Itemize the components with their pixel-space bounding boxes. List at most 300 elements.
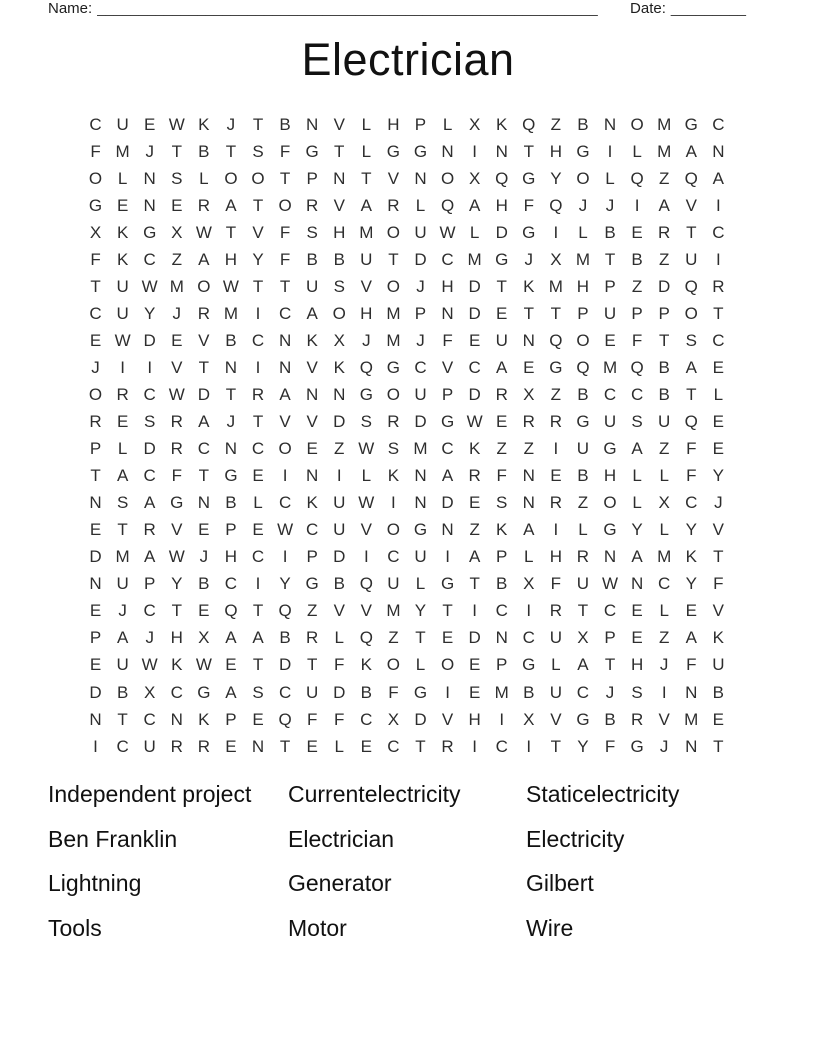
grid-cell-r22-c7: S	[252, 682, 264, 702]
grid-cell-r19-c11: V	[360, 601, 372, 621]
grid-cell-r24-c13: T	[415, 736, 426, 756]
grid-cell-r9-c4: E	[171, 330, 183, 350]
grid-cell-r1-c23: G	[684, 114, 698, 134]
grid-cell-r11-c17: X	[523, 384, 535, 404]
grid-cell-r19-c18: R	[549, 601, 562, 621]
grid-cell-r11-c1: O	[88, 384, 103, 404]
grid-cell-r5-c19: L	[578, 222, 588, 242]
grid-cell-r11-c23: T	[686, 384, 697, 404]
grid-cell-r9-c23: S	[685, 330, 697, 350]
grid-cell-r9-c18: Q	[549, 330, 563, 350]
grid-cell-r15-c19: Z	[577, 493, 589, 513]
grid-cell-r24-c11: E	[360, 736, 372, 756]
grid-cell-r24-c5: R	[197, 736, 210, 756]
grid-cell-r17-c9: P	[306, 547, 318, 567]
grid-cell-r20-c14: E	[441, 628, 454, 648]
grid-cell-r13-c1: P	[89, 439, 102, 459]
grid-cell-r4-c2: E	[116, 195, 129, 215]
grid-cell-r1-c5: K	[198, 114, 210, 134]
grid-cell-r6-c15: M	[467, 249, 482, 269]
grid-cell-r24-c8: T	[279, 736, 291, 756]
grid-cell-r4-c22: A	[658, 195, 670, 215]
grid-cell-r24-c20: F	[604, 736, 616, 756]
grid-cell-r22-c12: F	[388, 682, 399, 702]
grid-cell-r16-c2: T	[117, 520, 128, 540]
grid-cell-r13-c5: C	[197, 439, 210, 459]
grid-cell-r5-c2: K	[116, 222, 129, 242]
grid-cell-r7-c17: K	[523, 276, 535, 296]
grid-cell-r11-c6: T	[225, 384, 237, 404]
grid-cell-r21-c6: E	[225, 655, 237, 675]
grid-cell-r15-c4: G	[170, 493, 184, 513]
grid-cell-r15-c11: W	[358, 493, 375, 513]
grid-cell-r20-c9: R	[306, 628, 319, 648]
grid-cell-r13-c20: G	[603, 439, 617, 459]
grid-cell-r19-c19: T	[577, 601, 589, 621]
grid-cell-r15-c24: J	[714, 493, 723, 513]
grid-cell-r10-c6: N	[224, 357, 238, 377]
grid-cell-r22-c13: G	[413, 682, 428, 702]
grid-cell-r18-c2: U	[116, 574, 129, 594]
grid-cell-r12-c13: D	[414, 412, 427, 432]
grid-cell-r1-c11: L	[361, 114, 372, 134]
grid-cell-r14-c7: E	[252, 466, 264, 486]
grid-cell-r8-c9: A	[306, 303, 318, 323]
grid-cell-r19-c1: E	[89, 601, 102, 621]
grid-cell-r5-c23: T	[686, 222, 697, 242]
grid-cell-r17-c7: C	[251, 547, 265, 567]
grid-cell-r7-c3: W	[141, 276, 158, 296]
grid-cell-r5-c20: B	[604, 222, 616, 242]
grid-cell-r14-c12: K	[387, 466, 400, 486]
grid-cell-r19-c4: T	[171, 601, 182, 621]
grid-cell-r11-c24: L	[713, 384, 724, 404]
grid-cell-r14-c17: N	[522, 466, 535, 486]
grid-cell-r10-c8: N	[278, 357, 292, 377]
grid-cell-r21-c9: T	[306, 655, 318, 675]
grid-cell-r17-c19: R	[576, 547, 590, 567]
grid-cell-r16-c19: L	[578, 520, 588, 540]
grid-cell-r23-c1: N	[89, 709, 102, 729]
grid-cell-r20-c24: K	[712, 628, 724, 648]
grid-cell-r4-c7: T	[252, 195, 264, 215]
grid-cell-r11-c18: Z	[550, 384, 562, 404]
grid-cell-r15-c13: N	[414, 493, 427, 513]
grid-cell-r20-c16: N	[495, 628, 508, 648]
grid-cell-r1-c16: K	[496, 114, 508, 134]
grid-cell-r15-c21: L	[632, 493, 642, 513]
grid-cell-r17-c21: A	[631, 547, 643, 567]
grid-cell-r7-c8: T	[279, 276, 291, 296]
grid-cell-r8-c18: T	[550, 303, 562, 323]
grid-cell-r22-c1: D	[89, 682, 102, 702]
grid-cell-r12-c11: S	[360, 412, 372, 432]
grid-cell-r17-c14: I	[445, 547, 450, 567]
name-blank-line[interactable]: ____________________________________________________________	[97, 0, 598, 17]
grid-cell-r12-c4: R	[170, 412, 183, 432]
grid-cell-r18-c4: Y	[171, 574, 183, 594]
grid-cell-r5-c22: R	[658, 222, 671, 242]
grid-cell-r16-c6: P	[225, 520, 237, 540]
grid-cell-r24-c22: J	[659, 736, 669, 756]
grid-cell-r4-c9: R	[306, 195, 319, 215]
grid-cell-r19-c5: E	[198, 601, 210, 621]
grid-cell-r12-c6: J	[226, 412, 236, 432]
grid-cell-r15-c22: X	[658, 493, 670, 513]
grid-cell-r1-c12: H	[387, 114, 400, 134]
grid-cell-r2-c3: J	[145, 141, 154, 161]
word-item-generator: Generator	[288, 870, 392, 897]
grid-cell-r9-c17: N	[522, 330, 535, 350]
grid-cell-r11-c20: C	[603, 384, 617, 404]
grid-cell-r19-c16: C	[495, 601, 508, 621]
grid-cell-r22-c4: C	[170, 682, 183, 702]
grid-cell-r2-c17: T	[523, 141, 534, 161]
grid-cell-r1-c22: M	[657, 114, 672, 134]
grid-cell-r16-c1: E	[89, 520, 102, 540]
grid-cell-r18-c23: Y	[685, 574, 697, 594]
grid-cell-r19-c20: C	[603, 601, 617, 621]
grid-cell-r17-c16: P	[496, 547, 508, 567]
grid-cell-r4-c13: L	[415, 195, 426, 215]
grid-cell-r20-c7: A	[252, 628, 264, 648]
grid-cell-r17-c22: M	[657, 547, 672, 567]
grid-cell-r3-c24: A	[712, 168, 724, 188]
grid-cell-r5-c4: X	[171, 222, 183, 242]
grid-cell-r5-c24: C	[712, 222, 725, 242]
grid-cell-r3-c19: O	[576, 168, 590, 188]
grid-cell-r13-c15: K	[468, 439, 481, 459]
grid-cell-r12-c24: E	[712, 412, 724, 432]
grid-cell-r3-c13: N	[414, 168, 427, 188]
grid-cell-r12-c7: T	[252, 412, 264, 432]
grid-cell-r2-c10: T	[334, 141, 345, 161]
grid-cell-r22-c11: B	[360, 682, 372, 702]
grid-cell-r2-c1: F	[90, 141, 101, 161]
grid-cell-r22-c24: B	[712, 682, 724, 702]
grid-cell-r15-c6: B	[225, 493, 237, 513]
grid-cell-r5-c5: W	[195, 222, 212, 242]
grid-cell-r14-c18: E	[550, 466, 562, 486]
grid-cell-r5-c21: E	[631, 222, 643, 242]
grid-cell-r4-c17: F	[523, 195, 534, 215]
grid-cell-r21-c13: L	[415, 655, 426, 675]
grid-cell-r17-c5: J	[199, 547, 209, 567]
grid-cell-r18-c20: W	[602, 574, 619, 594]
grid-cell-r24-c12: C	[387, 736, 400, 756]
grid-cell-r14-c16: F	[496, 466, 507, 486]
grid-cell-r2-c2: M	[115, 141, 130, 161]
grid-cell-r24-c10: L	[334, 736, 344, 756]
grid-cell-r18-c11: Q	[359, 574, 373, 594]
grid-cell-r8-c10: O	[332, 303, 346, 323]
grid-cell-r6-c22: Z	[658, 249, 670, 269]
grid-cell-r20-c22: Z	[658, 628, 670, 648]
grid-cell-r24-c4: R	[170, 736, 183, 756]
grid-cell-r6-c9: B	[306, 249, 318, 269]
grid-cell-r7-c21: Z	[631, 276, 643, 296]
grid-cell-r22-c15: E	[468, 682, 481, 702]
grid-cell-r10-c16: A	[496, 357, 508, 377]
grid-cell-r23-c23: M	[684, 709, 699, 729]
grid-cell-r14-c24: Y	[712, 466, 724, 486]
grid-cell-r18-c21: N	[630, 574, 644, 594]
grid-cell-r23-c3: C	[143, 709, 156, 729]
grid-cell-r22-c10: D	[333, 682, 346, 702]
grid-cell-r3-c16: Q	[495, 168, 509, 188]
grid-cell-r8-c16: E	[496, 303, 508, 323]
grid-cell-r17-c20: N	[603, 547, 617, 567]
grid-cell-r10-c14: V	[441, 357, 454, 377]
grid-cell-r11-c9: N	[306, 384, 319, 404]
grid-cell-r15-c1: N	[89, 493, 102, 513]
grid-cell-r19-c14: T	[442, 601, 453, 621]
grid-cell-r18-c14: G	[440, 574, 455, 594]
grid-cell-r4-c11: A	[360, 195, 372, 215]
grid-cell-r14-c6: G	[224, 466, 238, 486]
grid-cell-r6-c16: G	[495, 249, 509, 269]
grid-cell-r16-c14: N	[441, 520, 454, 540]
grid-cell-r13-c7: C	[251, 439, 265, 459]
grid-cell-r8-c11: H	[360, 303, 373, 323]
grid-cell-r5-c8: F	[279, 222, 291, 242]
grid-cell-r21-c18: L	[551, 655, 561, 675]
word-item-motor: Motor	[288, 915, 347, 942]
grid-cell-r14-c21: L	[632, 466, 642, 486]
grid-cell-r23-c5: K	[198, 709, 210, 729]
grid-cell-r22-c9: U	[306, 682, 319, 702]
grid-cell-r4-c16: H	[495, 195, 508, 215]
grid-cell-r14-c13: N	[414, 466, 427, 486]
grid-cell-r13-c6: N	[224, 439, 238, 459]
grid-cell-r21-c16: P	[496, 655, 508, 675]
grid-cell-r9-c13: J	[416, 330, 425, 350]
grid-cell-r24-c24: T	[713, 736, 724, 756]
grid-cell-r3-c11: T	[361, 168, 372, 188]
grid-cell-r20-c18: U	[549, 628, 562, 648]
grid-cell-r8-c3: Y	[144, 303, 156, 323]
grid-cell-r1-c24: C	[712, 114, 725, 134]
grid-cell-r13-c10: Z	[334, 439, 345, 459]
grid-cell-r23-c13: D	[414, 709, 427, 729]
grid-cell-r6-c1: F	[90, 249, 101, 269]
grid-cell-r19-c17: I	[526, 601, 532, 621]
grid-cell-r23-c8: Q	[278, 709, 292, 729]
grid-cell-r7-c10: S	[333, 276, 345, 296]
grid-cell-r2-c16: N	[495, 141, 508, 161]
grid-cell-r8-c15: D	[468, 303, 481, 323]
grid-cell-r23-c9: F	[306, 709, 318, 729]
grid-cell-r1-c15: X	[468, 114, 481, 134]
grid-cell-r16-c12: O	[386, 520, 401, 540]
grid-cell-r15-c3: A	[144, 493, 156, 513]
grid-cell-r12-c22: U	[658, 412, 671, 432]
grid-cell-r8-c2: U	[116, 303, 129, 323]
grid-cell-r21-c4: K	[171, 655, 183, 675]
grid-cell-r10-c12: G	[386, 357, 401, 377]
grid-cell-r10-c20: M	[602, 357, 618, 377]
grid-cell-r8-c23: O	[684, 303, 698, 323]
grid-cell-r16-c18: I	[553, 520, 559, 540]
grid-cell-r18-c24: F	[713, 574, 724, 594]
grid-cell-r12-c17: R	[522, 412, 535, 432]
grid-cell-r13-c12: S	[387, 439, 400, 459]
grid-cell-r14-c3: C	[143, 466, 156, 486]
grid-cell-r24-c2: C	[116, 736, 129, 756]
grid-cell-r17-c24: T	[713, 547, 724, 567]
grid-cell-r22-c3: X	[144, 682, 156, 702]
grid-cell-r3-c14: O	[440, 168, 455, 188]
grid-cell-r19-c15: I	[472, 601, 477, 621]
grid-cell-r20-c6: A	[225, 628, 237, 648]
grid-cell-r21-c12: O	[386, 655, 401, 675]
grid-cell-r10-c17: E	[523, 357, 535, 377]
grid-cell-r8-c13: P	[414, 303, 427, 323]
grid-cell-r16-c24: V	[712, 520, 724, 540]
grid-cell-r7-c24: R	[712, 276, 725, 296]
grid-cell-r11-c4: W	[168, 384, 185, 404]
grid-cell-r13-c17: Z	[523, 439, 534, 459]
grid-cell-r19-c23: E	[685, 601, 697, 621]
grid-cell-r14-c11: L	[361, 466, 372, 486]
grid-cell-r2-c22: M	[657, 141, 672, 161]
grid-cell-r13-c24: E	[712, 439, 724, 459]
grid-cell-r2-c15: I	[472, 141, 477, 161]
grid-cell-r18-c18: F	[550, 574, 562, 594]
grid-cell-r8-c21: P	[631, 303, 643, 323]
grid-cell-r20-c23: A	[685, 628, 697, 648]
grid-cell-r15-c23: C	[685, 493, 698, 513]
grid-cell-r2-c9: G	[305, 141, 319, 161]
grid-cell-r22-c23: N	[685, 682, 698, 702]
grid-cell-r13-c13: M	[413, 439, 428, 459]
grid-cell-r4-c14: Q	[440, 195, 455, 215]
grid-cell-r19-c13: Y	[414, 601, 427, 621]
grid-cell-r9-c1: E	[89, 330, 102, 350]
grid-cell-r19-c7: T	[252, 601, 264, 621]
grid-cell-r24-c23: N	[685, 736, 698, 756]
grid-cell-r2-c11: L	[361, 141, 372, 161]
grid-cell-r17-c8: I	[282, 547, 288, 567]
grid-cell-r19-c12: M	[386, 601, 401, 621]
grid-cell-r8-c8: C	[278, 303, 292, 323]
grid-cell-r22-c20: J	[605, 682, 615, 702]
grid-cell-r3-c17: G	[522, 168, 536, 188]
grid-cell-r14-c9: N	[306, 466, 319, 486]
grid-cell-r18-c10: B	[333, 574, 345, 594]
grid-cell-r1-c3: E	[144, 114, 156, 134]
grid-cell-r4-c3: N	[143, 195, 156, 215]
grid-cell-r6-c4: Z	[171, 249, 182, 269]
grid-cell-r12-c2: E	[116, 412, 129, 432]
grid-cell-r5-c7: V	[252, 222, 264, 242]
grid-cell-r23-c21: R	[630, 709, 644, 729]
grid-cell-r3-c18: Y	[550, 168, 562, 188]
grid-cell-r21-c22: J	[659, 655, 669, 675]
grid-cell-r7-c4: M	[169, 276, 184, 296]
grid-cell-r14-c19: B	[577, 466, 589, 486]
grid-cell-r23-c6: P	[225, 709, 237, 729]
grid-cell-r5-c6: T	[225, 222, 237, 242]
grid-cell-r24-c21: G	[630, 736, 644, 756]
grid-cell-r5-c10: H	[333, 222, 346, 242]
grid-cell-r18-c3: P	[144, 574, 156, 594]
grid-cell-r3-c22: Z	[658, 168, 670, 188]
word-item-electricity: Electricity	[526, 825, 625, 852]
grid-cell-r4-c6: A	[225, 195, 237, 215]
grid-cell-r9-c24: C	[712, 330, 725, 350]
grid-cell-r6-c3: C	[143, 249, 156, 269]
grid-cell-r3-c15: X	[468, 168, 481, 188]
grid-cell-r13-c11: W	[358, 439, 375, 459]
grid-cell-r9-c11: J	[362, 330, 371, 350]
grid-cell-r22-c16: M	[494, 682, 509, 702]
grid-cell-r6-c20: T	[604, 249, 616, 269]
grid-cell-r6-c21: B	[631, 249, 643, 269]
grid-cell-r15-c17: N	[522, 493, 535, 513]
grid-cell-r24-c19: Y	[577, 736, 589, 756]
grid-cell-r6-c14: C	[441, 249, 454, 269]
grid-cell-r7-c16: T	[496, 276, 507, 296]
grid-cell-r21-c3: W	[141, 655, 158, 675]
header-row	[48, 0, 746, 17]
word-item-ben-franklin: Ben Franklin	[48, 825, 178, 852]
grid-cell-r2-c23: A	[685, 141, 697, 161]
grid-cell-r21-c5: W	[195, 655, 212, 675]
grid-cell-r10-c4: V	[171, 357, 183, 377]
grid-cell-r17-c18: H	[549, 547, 562, 567]
grid-cell-r10-c19: Q	[576, 357, 590, 377]
grid-cell-r11-c8: A	[279, 384, 291, 404]
grid-cell-r10-c13: C	[414, 357, 427, 377]
grid-cell-r21-c21: H	[630, 655, 644, 675]
grid-cell-r11-c7: R	[251, 384, 265, 404]
grid-cell-r2-c4: T	[171, 141, 182, 161]
grid-cell-r8-c7: I	[255, 303, 261, 323]
grid-cell-r19-c10: V	[333, 601, 345, 621]
grid-cell-r23-c4: N	[170, 709, 183, 729]
grid-cell-r19-c24: V	[712, 601, 724, 621]
grid-cell-r14-c5: T	[198, 466, 210, 486]
date-blank-line[interactable]: _________	[670, 0, 746, 17]
grid-cell-r15-c9: K	[306, 493, 318, 513]
grid-cell-r2-c6: T	[225, 141, 237, 161]
grid-cell-r18-c5: B	[198, 574, 210, 594]
grid-cell-r23-c10: F	[334, 709, 345, 729]
grid-cell-r20-c11: Q	[359, 628, 373, 648]
grid-cell-r24-c7: N	[251, 736, 265, 756]
grid-cell-r4-c1: G	[88, 195, 103, 215]
grid-cell-r10-c5: T	[198, 357, 210, 377]
grid-cell-r15-c8: C	[278, 493, 292, 513]
grid-cell-r21-c11: K	[360, 655, 372, 675]
grid-cell-r22-c2: B	[116, 682, 129, 702]
grid-cell-r23-c17: X	[523, 709, 535, 729]
word-item-currentelectricity: Currentelectricity	[288, 780, 461, 807]
grid-cell-r11-c3: C	[143, 384, 156, 404]
grid-cell-r24-c1: I	[93, 736, 98, 756]
grid-cell-r21-c20: T	[604, 655, 616, 675]
grid-cell-r16-c3: R	[143, 520, 156, 540]
grid-cell-r14-c20: H	[603, 466, 617, 486]
grid-cell-r8-c19: P	[577, 303, 589, 323]
grid-cell-r20-c8: B	[279, 628, 291, 648]
grid-cell-r10-c2: I	[120, 357, 125, 377]
grid-cell-r19-c3: C	[143, 601, 156, 621]
grid-cell-r6-c12: T	[388, 249, 399, 269]
grid-cell-r16-c9: C	[306, 520, 319, 540]
grid-cell-r2-c20: I	[607, 141, 613, 161]
